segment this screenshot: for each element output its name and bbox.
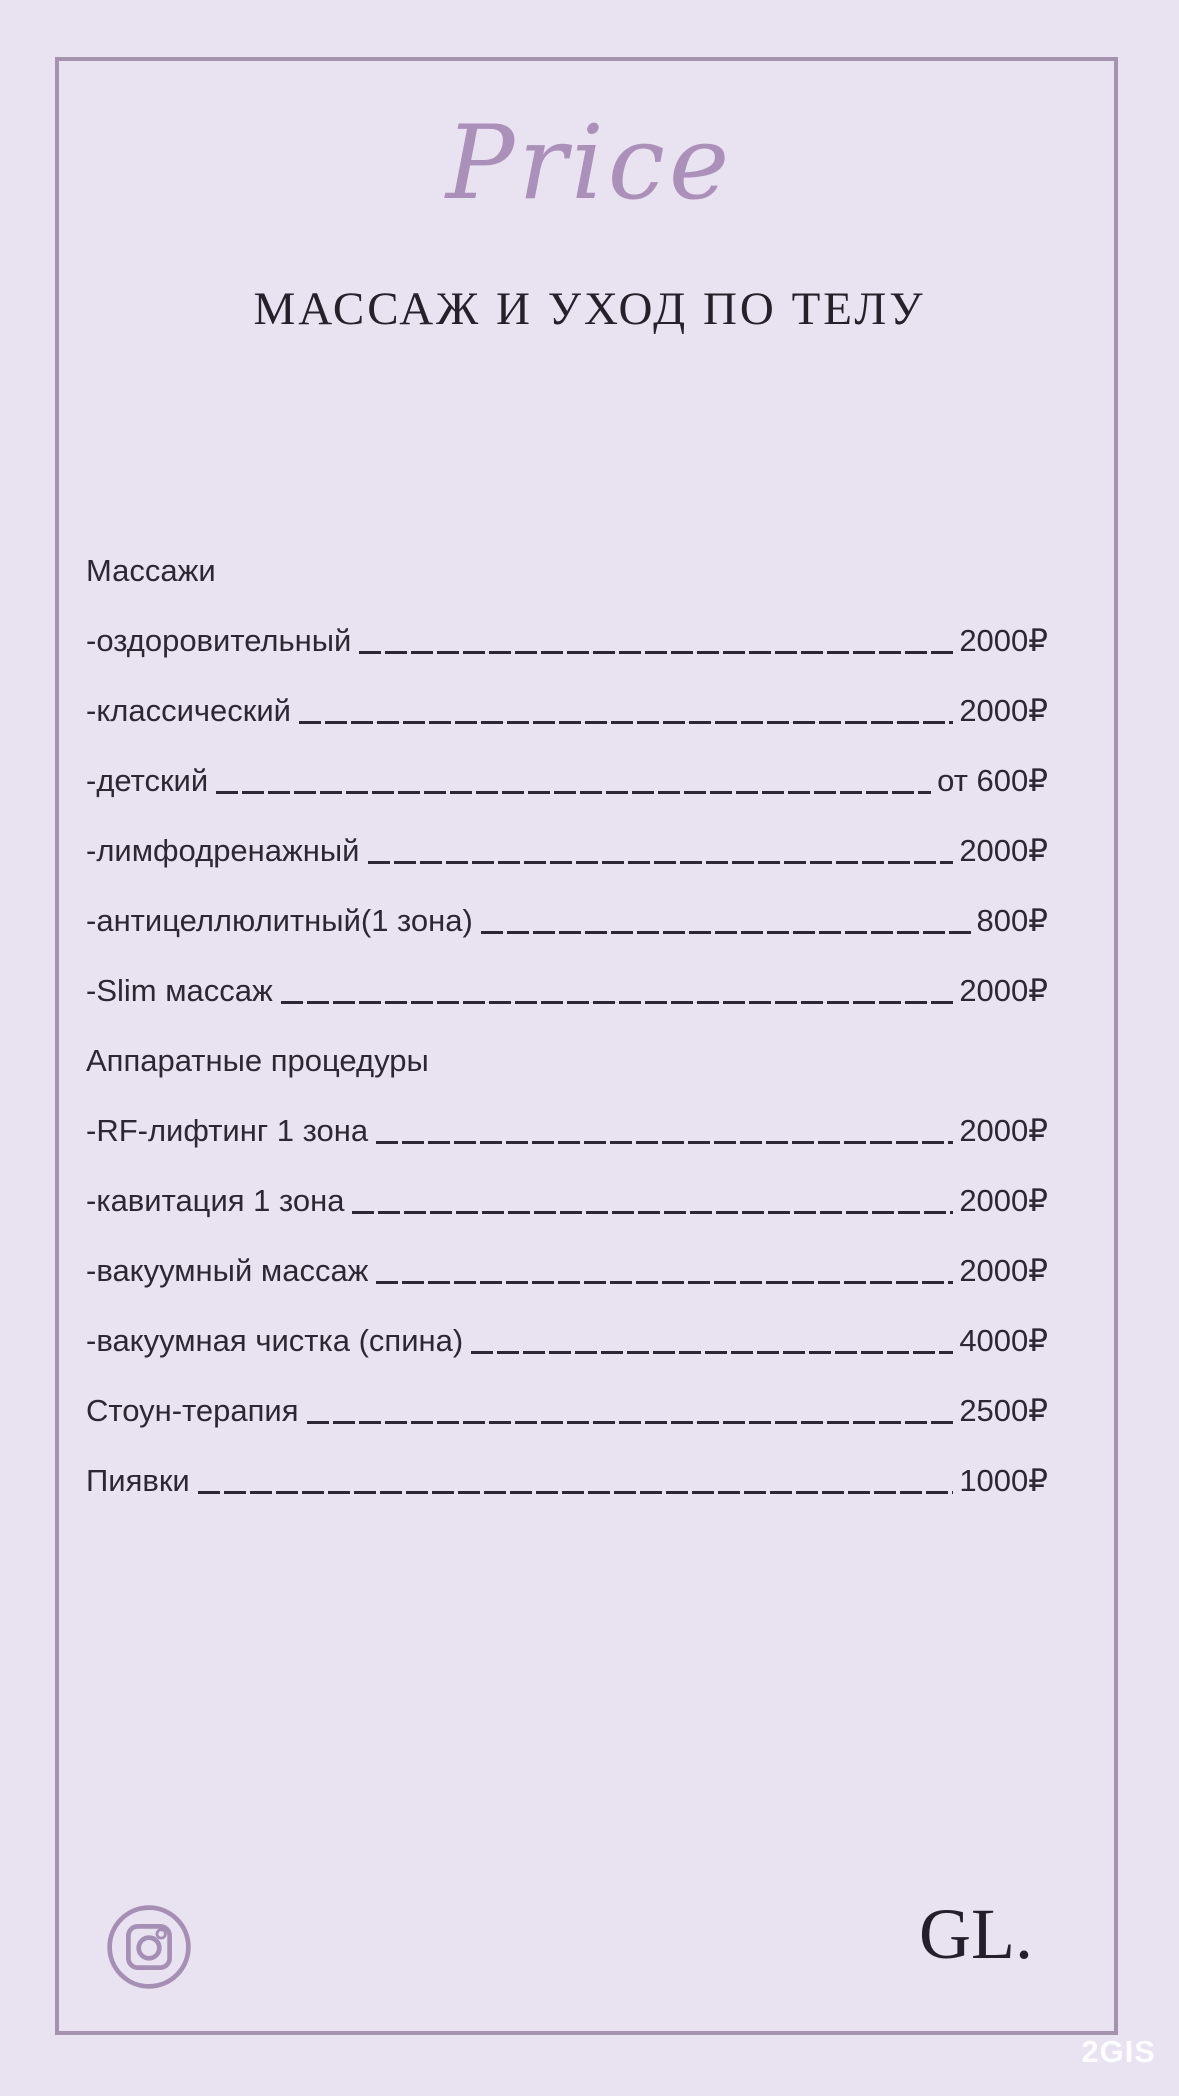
service-price: от 600₽ bbox=[937, 763, 1048, 798]
dotted-leader bbox=[376, 1141, 953, 1144]
service-price: 2000₽ bbox=[959, 623, 1048, 658]
service-label: -вакуумный массаж bbox=[86, 1253, 369, 1288]
service-label: Пиявки bbox=[86, 1463, 190, 1498]
service-label: -кавитация 1 зона bbox=[86, 1183, 345, 1218]
dotted-leader bbox=[307, 1421, 954, 1424]
dotted-leader bbox=[352, 1211, 953, 1214]
price-row bbox=[86, 896, 1048, 936]
service-price: 800₽ bbox=[976, 903, 1048, 938]
price-row bbox=[86, 1176, 1048, 1216]
instagram-icon[interactable] bbox=[104, 1902, 194, 1992]
price-row bbox=[86, 826, 1048, 866]
page-title: МАССАЖ И УХОД ПО ТЕЛУ bbox=[253, 283, 926, 335]
service-label: -классический bbox=[86, 693, 291, 728]
dotted-leader bbox=[281, 1001, 954, 1004]
service-price: 2000₽ bbox=[959, 1183, 1048, 1218]
service-label: -Slim массаж bbox=[86, 973, 273, 1008]
section-header-massages bbox=[86, 546, 1048, 586]
service-label: -лимфодренажный bbox=[86, 833, 360, 868]
2gis-watermark: 2GIS bbox=[1081, 2034, 1156, 2069]
service-label: -антицеллюлитный(1 зона) bbox=[86, 903, 473, 938]
service-label: Стоун-терапия bbox=[86, 1393, 299, 1428]
dotted-leader bbox=[359, 651, 953, 654]
service-price: 2000₽ bbox=[959, 1113, 1048, 1148]
dotted-leader bbox=[481, 931, 971, 934]
script-title: Price bbox=[445, 104, 734, 223]
price-row bbox=[86, 966, 1048, 1006]
section-name: Массажи bbox=[86, 553, 216, 588]
dotted-leader bbox=[471, 1351, 953, 1354]
price-row bbox=[86, 1246, 1048, 1286]
dotted-leader bbox=[299, 721, 953, 724]
service-price: 2000₽ bbox=[959, 833, 1048, 868]
service-price: 4000₽ bbox=[959, 1323, 1048, 1358]
service-price: 2000₽ bbox=[959, 1253, 1048, 1288]
price-row bbox=[86, 1106, 1048, 1146]
brand-logo: GL. bbox=[919, 1894, 1033, 1974]
service-price: 2500₽ bbox=[959, 1393, 1048, 1428]
dotted-leader bbox=[198, 1491, 954, 1494]
section-name: Аппаратные процедуры bbox=[86, 1043, 429, 1078]
service-price: 2000₽ bbox=[959, 973, 1048, 1008]
price-list bbox=[86, 546, 1048, 1526]
dotted-leader bbox=[376, 1281, 953, 1284]
price-row bbox=[86, 686, 1048, 726]
price-row bbox=[86, 1456, 1048, 1496]
price-row bbox=[86, 756, 1048, 796]
service-label: -оздоровительный bbox=[86, 623, 352, 658]
service-label: -детский bbox=[86, 763, 209, 798]
service-label: -RF-лифтинг 1 зона bbox=[86, 1113, 369, 1148]
price-row bbox=[86, 1316, 1048, 1356]
dotted-leader bbox=[368, 861, 954, 864]
dotted-leader bbox=[216, 791, 931, 794]
price-row bbox=[86, 616, 1048, 656]
service-label: -вакуумная чистка (спина) bbox=[86, 1323, 464, 1358]
service-price: 1000₽ bbox=[959, 1463, 1048, 1498]
service-price: 2000₽ bbox=[959, 693, 1048, 728]
price-row bbox=[86, 1386, 1048, 1426]
section-header-apparatus bbox=[86, 1036, 1048, 1076]
